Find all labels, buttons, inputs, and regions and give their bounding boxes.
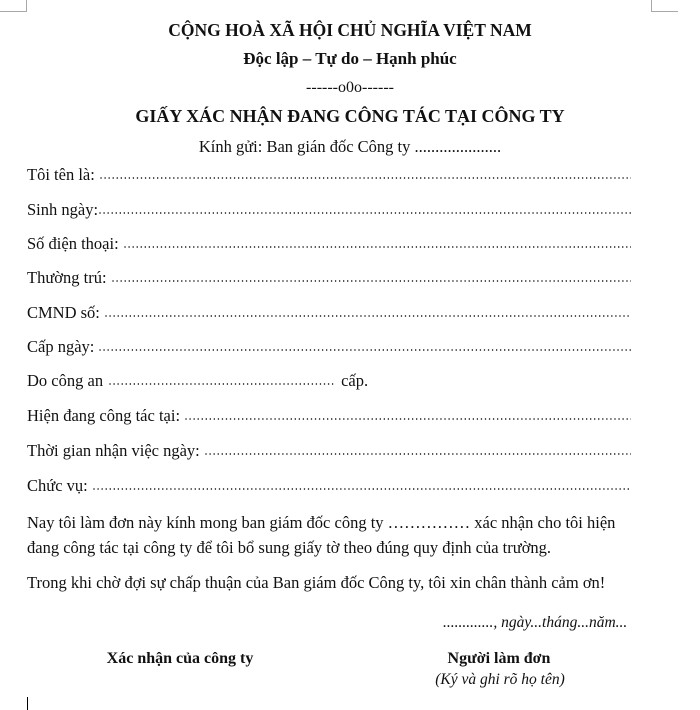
- request-paragraph: [27, 510, 667, 560]
- field-label: Hiện đang công tác tại:: [27, 406, 181, 425]
- field-label: Số điện thoại:: [27, 234, 119, 253]
- field-label: Tôi tên là:: [27, 165, 95, 184]
- field-start-date[interactable]: [27, 439, 631, 461]
- field-label: Sinh ngày:: [27, 200, 99, 219]
- fill-in-dots[interactable]: [104, 314, 631, 318]
- page-corner-mark-top-right: [651, 0, 678, 12]
- field-current-workplace[interactable]: [27, 404, 631, 426]
- fill-in-dots[interactable]: [123, 245, 631, 249]
- field-issue-date[interactable]: [27, 335, 631, 357]
- field-label: CMND số:: [27, 303, 100, 322]
- field-suffix: cấp.: [341, 371, 369, 390]
- field-label: Do công an: [27, 371, 104, 390]
- field-label: Thời gian nhận việc ngày:: [27, 441, 200, 460]
- applicant-label: Người làm đơn: [447, 650, 551, 667]
- nation-heading: CỘNG HOÀ XÃ HỘI CHỦ NGHĨA VIỆT NAM: [168, 20, 532, 40]
- field-issued-by[interactable]: [27, 369, 368, 391]
- request-line-1: Nay tôi làm đơn này kính mong ban giám đốc công ty …………… xác nhận cho tôi hiện: [27, 513, 616, 532]
- text-cursor: [27, 697, 28, 710]
- fill-in-dots[interactable]: [111, 279, 631, 283]
- field-position[interactable]: [27, 474, 631, 496]
- fill-in-dots[interactable]: [204, 452, 631, 456]
- field-label: Cấp ngày:: [27, 337, 95, 356]
- field-full-name[interactable]: [27, 163, 631, 185]
- place-date-line: ............., ngày...tháng...năm...: [443, 614, 628, 631]
- field-label: Chức vụ:: [27, 476, 88, 495]
- thanks-paragraph: Trong khi chờ đợi sự chấp thuận của Ban giám đốc Công ty, tôi xin chân thành cảm ơn!: [27, 573, 606, 592]
- fill-in-dots[interactable]: [98, 211, 631, 215]
- fill-in-dots[interactable]: [184, 417, 631, 421]
- fill-in-dots[interactable]: [108, 382, 336, 386]
- request-line-2: đang công tác tại công ty để tôi bổ sung giấy tờ theo đúng quy định của trường.: [27, 538, 552, 557]
- fill-in-dots[interactable]: [99, 176, 631, 180]
- field-date-of-birth[interactable]: [27, 198, 631, 220]
- fill-in-dots[interactable]: [92, 487, 631, 491]
- document-title: GIẤY XÁC NHẬN ĐANG CÔNG TÁC TẠI CÔNG TY: [135, 106, 565, 126]
- heading-separator: ------o0o------: [306, 79, 394, 96]
- field-permanent-address[interactable]: [27, 266, 631, 288]
- company-confirmation-label: Xác nhận của công ty: [106, 650, 254, 667]
- field-label: Thường trú:: [27, 268, 107, 287]
- field-phone-number[interactable]: [27, 232, 631, 254]
- fill-in-dots[interactable]: [98, 348, 631, 352]
- field-id-number[interactable]: [27, 301, 631, 323]
- page-corner-mark-top-left: [0, 0, 27, 12]
- signature-instruction: (Ký và ghi rõ họ tên): [435, 671, 565, 688]
- motto-heading: Độc lập – Tự do – Hạnh phúc: [243, 49, 457, 68]
- recipient-line[interactable]: Kính gửi: Ban gián đốc Công ty .....................: [198, 137, 502, 156]
